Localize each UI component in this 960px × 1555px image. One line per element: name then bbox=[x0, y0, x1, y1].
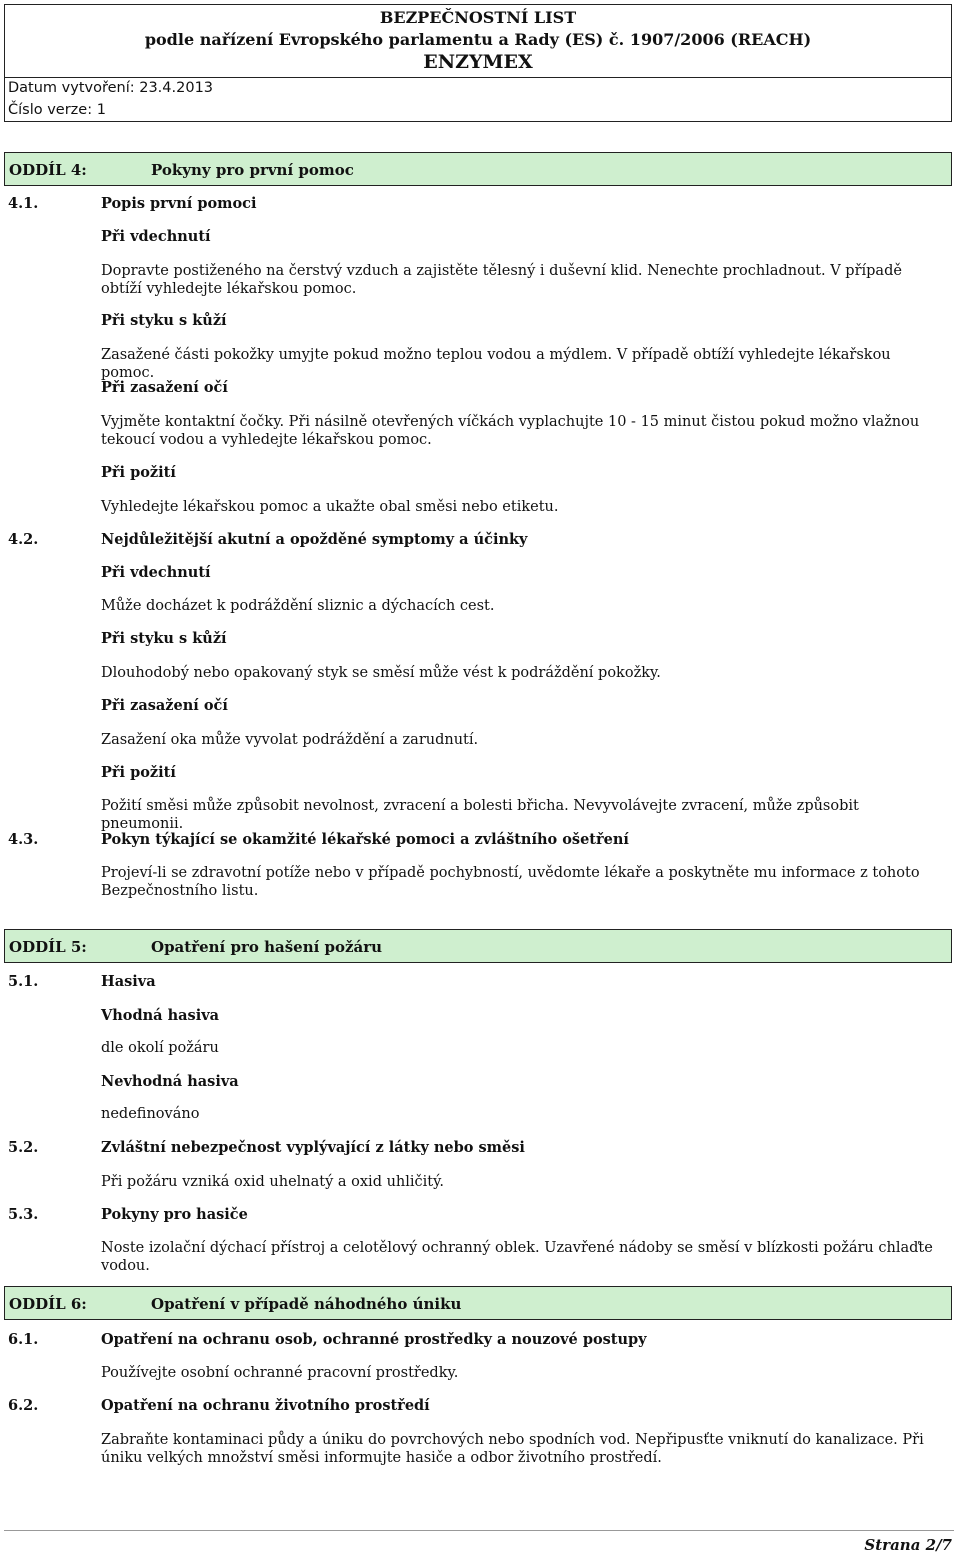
subsection-title: Nejdůležitější akutní a opožděné symptomy a účinky bbox=[101, 531, 528, 548]
subsection-title: Pokyn týkající se okamžité lékařské pomoci a zvláštního ošetření bbox=[101, 831, 629, 848]
text-skin: Dlouhodobý nebo opakovaný styk se směsí může vést k podráždění pokožky. bbox=[101, 665, 661, 681]
text-medical-advice: Projeví-li se zdravotní potíže nebo v případě pochybností, uvědomte lékaře a poskytněte mu informace z tohoto Bezpečnostního listu. bbox=[101, 865, 920, 899]
section-number: ODDÍL 6: bbox=[9, 1295, 87, 1313]
text-eyes: Zasažení oka může vyvolat podráždění a zarudnutí. bbox=[101, 732, 479, 748]
page-number: Strana 2/7 bbox=[864, 1536, 952, 1554]
subheading-eyes: Při zasažení očí bbox=[101, 379, 228, 396]
text-suitable-media: dle okolí požáru bbox=[101, 1040, 219, 1056]
subsection-title: Opatření na ochranu životního prostředí bbox=[101, 1397, 430, 1414]
subsection-number: 4.1. bbox=[8, 195, 39, 212]
text-firefighter-advice: Noste izolační dýchací přístroj a celotělový ochranný oblek. Uzavřené nádoby se směsí v blízkosti požáru chlaďte vodou. bbox=[101, 1240, 933, 1274]
text-ingestion: Vyhledejte lékařskou pomoc a ukažte obal směsi nebo etiketu. bbox=[101, 499, 559, 515]
section-title: Opatření v případě náhodného úniku bbox=[151, 1295, 462, 1313]
subsection-title: Popis první pomoci bbox=[101, 195, 257, 212]
text-inhalation: Dopravte postiženého na čerstvý vzduch a zajistěte tělesný i duševní klid. Nenechte prochladnout. V případě obtíží vyhledejte lékařskou pomoc. bbox=[101, 263, 902, 297]
text-personal-precautions: Používejte osobní ochranné pracovní prostředky. bbox=[101, 1365, 459, 1381]
subsection-title: Hasiva bbox=[101, 973, 156, 990]
section-title: Pokyny pro první pomoc bbox=[151, 161, 354, 179]
subheading-skin: Při styku s kůží bbox=[101, 630, 227, 647]
section-title: Opatření pro hašení požáru bbox=[151, 938, 383, 956]
subsection-number: 6.1. bbox=[8, 1331, 39, 1348]
subheading-unsuitable-media: Nevhodná hasiva bbox=[101, 1073, 239, 1090]
regulation-line: podle nařízení Evropského parlamentu a Rady (ES) č. 1907/2006 (REACH) bbox=[144, 30, 812, 49]
subheading-eyes: Při zasažení očí bbox=[101, 697, 228, 714]
text-environmental-precautions: Zabraňte kontaminaci půdy a úniku do povrchových nebo spodních vod. Nepřipusťte vniknutí do kanalizace. Při úniku velkých množství směsi informujte hasiče a odbor životního prostředí. bbox=[101, 1432, 924, 1466]
subheading-ingestion: Při požití bbox=[101, 764, 176, 781]
section-number: ODDÍL 5: bbox=[9, 938, 87, 956]
text-inhalation: Může docházet k podráždění sliznic a dýchacích cest. bbox=[101, 598, 495, 614]
subsection-title: Zvláštní nebezpečnost vyplývající z látky nebo směsi bbox=[101, 1139, 525, 1156]
section-number: ODDÍL 4: bbox=[9, 161, 87, 179]
header-divider bbox=[5, 77, 951, 78]
text-unsuitable-media: nedefinováno bbox=[101, 1106, 200, 1122]
section-4-header bbox=[4, 152, 952, 186]
text-eyes: Vyjměte kontaktní čočky. Při násilně otevřených víčkách vyplachujte 10 - 15 minut čistou pokud možno vlažnou tekoucí vodou a vyhledejte lékařskou pomoc. bbox=[101, 414, 920, 448]
subheading-ingestion: Při požití bbox=[101, 464, 176, 481]
document-title: BEZPEČNOSTNÍ LIST bbox=[379, 8, 577, 27]
product-name: ENZYMEX bbox=[423, 51, 533, 73]
text-special-hazards: Při požáru vzniká oxid uhelnatý a oxid uhličitý. bbox=[101, 1174, 445, 1190]
footer-divider bbox=[4, 1530, 954, 1531]
subheading-suitable-media: Vhodná hasiva bbox=[101, 1007, 220, 1024]
subsection-number: 6.2. bbox=[8, 1397, 39, 1414]
text-skin: Zasažené části pokožky umyjte pokud možno teplou vodou a mýdlem. V případě obtíží vyhledejte lékařskou pomoc. bbox=[101, 347, 891, 381]
creation-date: Datum vytvoření: 23.4.2013 bbox=[8, 80, 214, 96]
subsection-title: Pokyny pro hasiče bbox=[101, 1206, 248, 1223]
subheading-inhalation: Při vdechnutí bbox=[101, 228, 211, 245]
subheading-inhalation: Při vdechnutí bbox=[101, 564, 211, 581]
section-5-header bbox=[4, 929, 952, 963]
subsection-number: 5.1. bbox=[8, 973, 39, 990]
document-header bbox=[4, 4, 952, 122]
subsection-number: 4.2. bbox=[8, 531, 39, 548]
subsection-number: 4.3. bbox=[8, 831, 39, 848]
version-number: Číslo verze: 1 bbox=[8, 102, 106, 118]
subheading-skin: Při styku s kůží bbox=[101, 312, 227, 329]
subsection-number: 5.3. bbox=[8, 1206, 39, 1223]
text-ingestion: Požití směsi může způsobit nevolnost, zvracení a bolesti břicha. Nevyvolávejte zvracení, může způsobit pneumonii. bbox=[101, 798, 859, 832]
section-6-header bbox=[4, 1286, 952, 1320]
subsection-number: 5.2. bbox=[8, 1139, 39, 1156]
subsection-title: Opatření na ochranu osob, ochranné prostředky a nouzové postupy bbox=[101, 1331, 647, 1348]
